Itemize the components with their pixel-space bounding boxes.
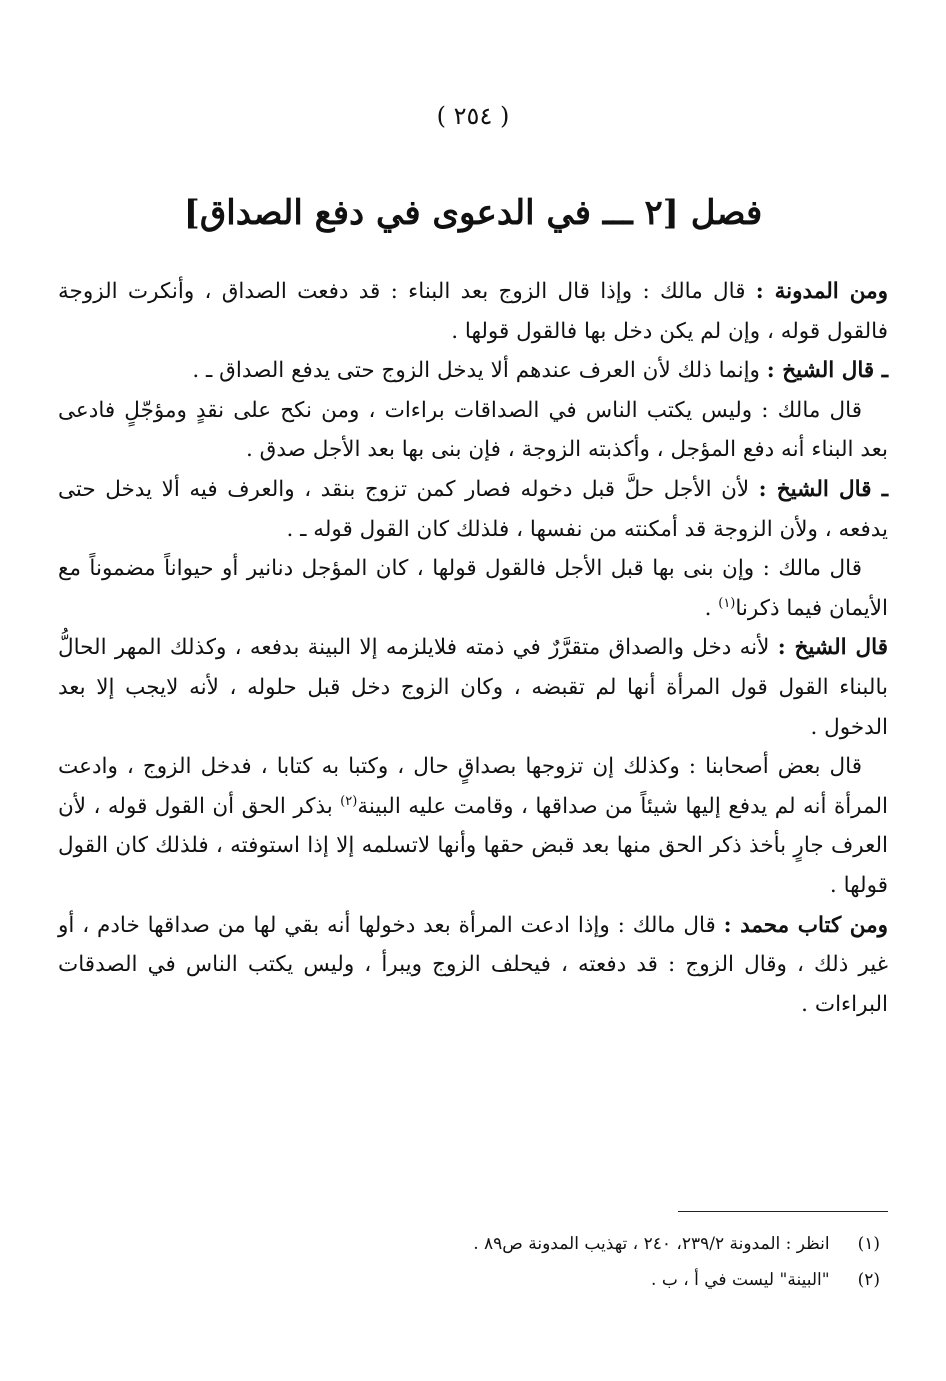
paragraph-text: قال مالك : وليس يكتب الناس في الصداقات براءات ، ومن نكح على نقدٍ ومؤجّلٍ فادعى بعد البناء أنه دفع المؤجل ، وأكذبته الزوجة ، فإن بنى بها بعد الأجل صدق . <box>58 397 888 463</box>
paragraph-text: قال مالك : وإذا ادعت المرأة بعد دخولها أنه بقي لها من صداقها خادم ، أو غير ذلك ، وقال الزوج : قد دفعته ، فيحلف الزوج ويبرأ ، وليس يكتب الناس في الصدقات البراءات . <box>58 912 888 1017</box>
page-number: ( ٢٥٤ ) <box>436 102 510 130</box>
footnote-number: (١) <box>857 1234 880 1254</box>
paragraph-8 <box>58 906 888 1025</box>
paragraph-1 <box>58 272 888 351</box>
paragraph-text: لأنه دخل والصداق متقرَّرٌ في ذمته فلايلزمه إلا البينة بدفعه ، وكذلك المهر الحالُّ بالبناء القول قول المرأة أنها لم تقبضه ، وكان الزوج دخل قبل حلوله ، لأنه لايجب إلا بعد الدخول . <box>58 635 888 740</box>
paragraph-text: قال بعض أصحابنا : وكذلك إن تزوجها بصداقٍ حال ، وكتبا به كتابا ، فدخل الزوج ، وادعت المرأة أنه لم يدفع إليها شيئاً من صداقها ، وقامت عليه البينة <box>58 754 889 819</box>
footnote-ref-2[interactable]: (٢) <box>340 793 358 809</box>
paragraph-text: لأن الأجل حلَّ قبل دخوله فصار كمن تزوج بنقد ، والعرف فيه ألا يدخل حتى يدفعه ، ولأن الزوجة قد أمكنته من نفسها ، فلذلك كان القول قوله ـ . <box>58 476 888 542</box>
paragraph-7 <box>58 747 888 905</box>
paragraph-6 <box>58 628 888 747</box>
paragraph-lead: قال الشيخ : <box>777 635 888 661</box>
footnote-number: (٢) <box>857 1270 880 1290</box>
paragraph-lead: ومن كتاب محمد : <box>723 912 888 938</box>
footnote-text: "البينة" ليست في أ ، ب . <box>651 1270 830 1290</box>
body-text <box>58 272 888 1024</box>
footnote-2 <box>70 1262 880 1298</box>
footnotes <box>70 1226 880 1298</box>
paragraph-text: قال مالك : وإذا قال الزوج بعد البناء : قد دفعت الصداق ، وأنكرت الزوجة فالقول قوله ، وإن لم يكن دخل بها فالقول قولها . <box>58 279 888 344</box>
footnote-ref-1[interactable]: (١) <box>718 595 736 611</box>
footnote-1 <box>70 1226 880 1262</box>
paragraph-lead: ومن المدونة : <box>755 279 888 304</box>
paragraph-4 <box>58 470 888 549</box>
paragraph-2 <box>58 351 888 391</box>
paragraph-lead: ـ قال الشيخ : <box>758 476 888 502</box>
chapter-title: فصل [٢ ـــ في الدعوى في دفع الصداق] <box>183 193 763 233</box>
footnote-text: انظر : المدونة ٢٣٩/٢، ٢٤٠ ، تهذيب المدونة ص٨٩ . <box>473 1234 830 1254</box>
footnote-divider <box>678 1211 888 1212</box>
paragraph-text: وإنما ذلك لأن العرف عندهم ألا يدخل الزوج حتى يدفع الصداق ـ . <box>192 358 767 384</box>
paragraph-tail: بذكر الحق أن القول قوله ، لأن العرف جارٍ بأخذ ذكر الحق منها بعد قبض حقها وأنها لاتسلمه إلا إذا استوفته ، فلذلك كان القول قولها . <box>58 793 888 898</box>
paragraph-tail: . <box>704 595 719 621</box>
paragraph-3 <box>58 391 888 470</box>
paragraph-text: قال مالك : وإن بنى بها قبل الأجل فالقول قولها ، كان المؤجل دنانير أو حيواناً مضموناً مع الأيمان فيما ذكرنا <box>58 556 888 621</box>
paragraph-lead: ـ قال الشيخ : <box>766 358 888 384</box>
paragraph-5 <box>58 549 888 628</box>
